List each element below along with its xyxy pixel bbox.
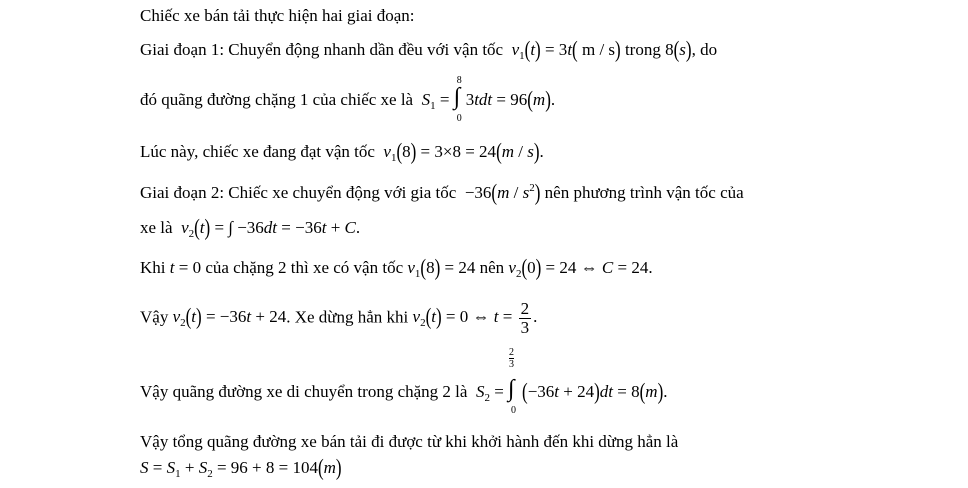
formula-v2-final: $v_2(t) = -36t + 24$ <box>172 303 287 330</box>
line-distance2 <box>140 347 668 417</box>
formula-v1-8: $v_1(8) = 3\times 8 = 24(m / s)$. <box>383 138 544 165</box>
v2-text: xe là <box>140 218 173 237</box>
line-stage2 <box>140 179 744 206</box>
formula-s2: $S_2$ = 2 3 ∫ 0 (−36t + 24)dt = 8(m). <box>475 347 668 417</box>
formula-s1: $S_1$ = 8 ∫ 0 3tdt = 96(m). <box>421 75 556 125</box>
line-distance1 <box>140 75 556 125</box>
line-stage1 <box>140 36 718 63</box>
stop-vay: Vậy <box>140 307 169 327</box>
formula-accel: $-36(m / s^2)$ <box>460 179 541 206</box>
line-intro: Chiếc xe bán tải thực hiện hai giai đoạn: <box>140 6 415 25</box>
formula-v2: $v_2(t)$ = ∫ −36dt = −36t + C. <box>181 214 361 241</box>
formula-c: $v_2(0) = 24$ ⇔ C = 24. <box>508 254 653 281</box>
stage1-end: , do <box>691 40 718 59</box>
formula-time: 8(s) <box>665 36 692 63</box>
line-total: Vậy tổng quãng đường xe bán tải đi được từ khi khởi hành đến khi dừng hẳn là <box>140 432 679 451</box>
stage1-trong: trong <box>624 40 661 59</box>
formula-v1: $v_1(t) = 3t$( m / s) <box>511 36 621 63</box>
line-when <box>140 254 653 281</box>
formula-stop-time: $v_2(t) = 0$ ⇔ t = $\frac{2}{3}$ . <box>412 299 538 337</box>
formula-t0: t = 0 <box>169 258 202 277</box>
when-khi: Khi <box>140 258 166 277</box>
distance1-text: đó quãng đường chặng 1 của chiếc xe là <box>140 90 414 109</box>
line-stop <box>140 300 537 337</box>
distance2-text: Vậy quãng đường xe di chuyển trong chặng 2 là <box>140 382 468 401</box>
when-nen: nên <box>479 258 505 277</box>
stage2-text: Giai đoạn 2: Chiếc xe chuyển động với gia tốc <box>140 183 457 202</box>
line-v2 <box>140 214 361 241</box>
stop-text: . Xe dừng hẳn khi <box>286 307 409 327</box>
velocity-text: Lúc này, chiếc xe đang đạt vận tốc <box>140 142 375 161</box>
line-velocity <box>140 138 544 165</box>
when-text: của chặng 2 thì xe có vận tốc <box>205 258 404 277</box>
formula-v1-24: $v_1(8) = 24$ <box>407 254 476 281</box>
stage2-end: nên phương trình vận tốc của <box>544 183 744 202</box>
formula-total: $S = S_1 + S_2 = 96 + 8 = 104(m)$ <box>140 454 342 481</box>
stage1-text: Giai đoạn 1: Chuyển động nhanh dần đều với vận tốc <box>140 40 504 59</box>
